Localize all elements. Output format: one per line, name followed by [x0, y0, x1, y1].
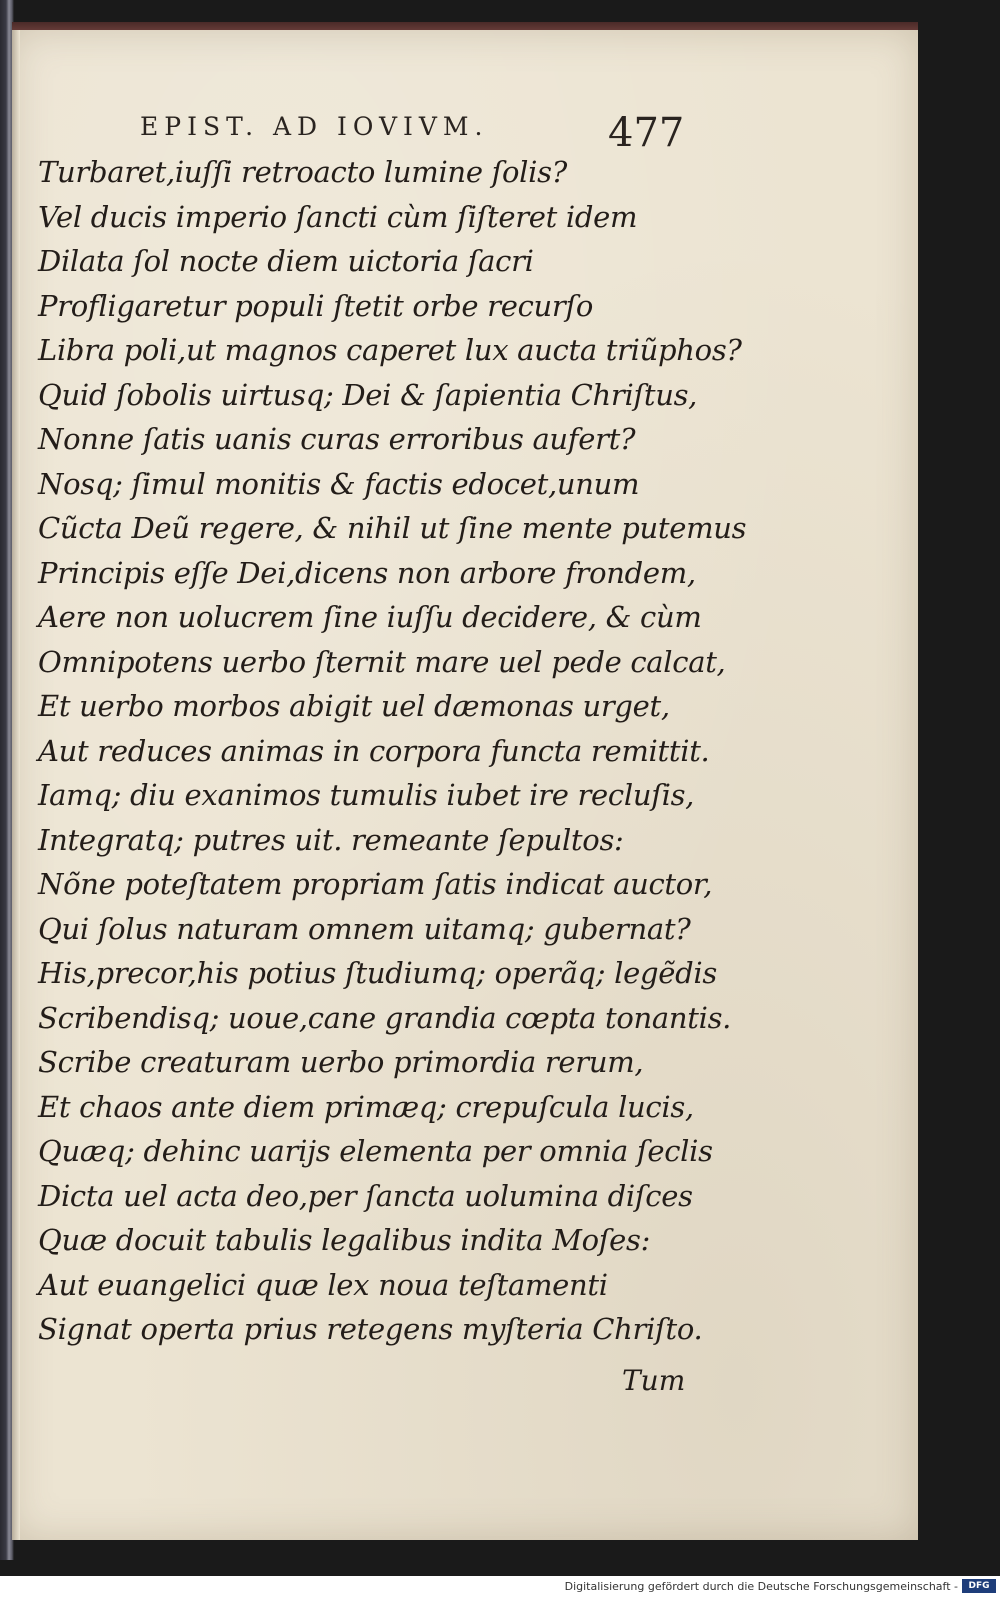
verse-line: Scribendisq; uoue,cane grandia cœpta tonantis. [38, 1000, 732, 1035]
verse-line: Et chaos ante diem primæq; crepuſcula lucis, [38, 1089, 694, 1124]
verse-line: Aere non uolucrem ſine iuſſu decidere, & cùm [38, 600, 702, 634]
catchword: Tum [622, 1364, 686, 1397]
dfg-logo-icon: DFG [962, 1579, 996, 1593]
verse-line: Profligaretur populi ſtetit orbe recurſo [38, 288, 594, 323]
verse-line: Aut reduces animas in corpora functa remittit. [38, 733, 710, 768]
verse-line: Scribe creaturam uerbo primordia rerum, [38, 1045, 644, 1079]
verse-line: Iamq; diu exanimos tumulis iubet ire recluſis, [38, 778, 695, 812]
verse-line: Turbaret,iuſſi retroacto lumine ſolis? [38, 155, 567, 189]
verse-text [38, 150, 747, 1352]
verse-line: Qui ſolus naturam omnem uitamq; gubernat? [38, 911, 691, 946]
verse-line: Integratq; putres uit. remeante ſepultos: [38, 822, 624, 857]
running-head: EPIST. AD IOVIVM. [140, 112, 489, 141]
page-gutter-shadow [12, 30, 20, 1540]
funding-credit: Digitalisierung gefördert durch die Deutsche Forschungsgemeinschaft - [564, 1580, 958, 1593]
verse-line: Et uerbo morbos abigit uel dæmonas urget, [38, 689, 670, 723]
verse-line: Signat operta prius retegens myſteria Chriſto. [38, 1312, 703, 1346]
verse-line: Nõne poteſtatem propriam ſatis indicat auctor, [38, 867, 713, 901]
verse-line: His,precor,his potius ſtudiumq; operãq; legẽdis [38, 956, 717, 990]
verse-line: Vel ducis imperio ſancti cùm ſiſteret idem [38, 199, 638, 234]
verse-line: Cũcta Deũ regere, & nihil ut ſine mente putemus [38, 511, 747, 545]
verse-line: Principis eſſe Dei,dicens non arbore frondem, [38, 555, 696, 590]
verse-line: Quid ſobolis uirtusq; Dei & ſapientia Chriſtus, [38, 377, 698, 412]
verse-line: Omnipotens uerbo ſternit mare uel pede calcat, [38, 644, 726, 679]
verse-line: Dicta uel acta deo,per ſancta uolumina diſces [38, 1178, 693, 1213]
verse-line: Nosq; ſimul monitis & factis edocet,unum [38, 466, 640, 501]
verse-line: Quæ docuit tabulis legalibus indita Moſes: [38, 1223, 651, 1257]
verse-line: Quæq; dehinc uarijs elementa per omnia ſeclis [38, 1134, 713, 1168]
verse-line: Aut euangelici quæ lex noua teſtamenti [38, 1267, 608, 1302]
verse-line: Libra poli,ut magnos caperet lux aucta triũphos? [38, 333, 742, 367]
verse-line: Nonne ſatis uanis curas erroribus aufert? [38, 422, 636, 456]
verse-line: Dilata ſol nocte diem uictoria ſacri [38, 244, 534, 278]
page-number: 477 [608, 110, 685, 156]
